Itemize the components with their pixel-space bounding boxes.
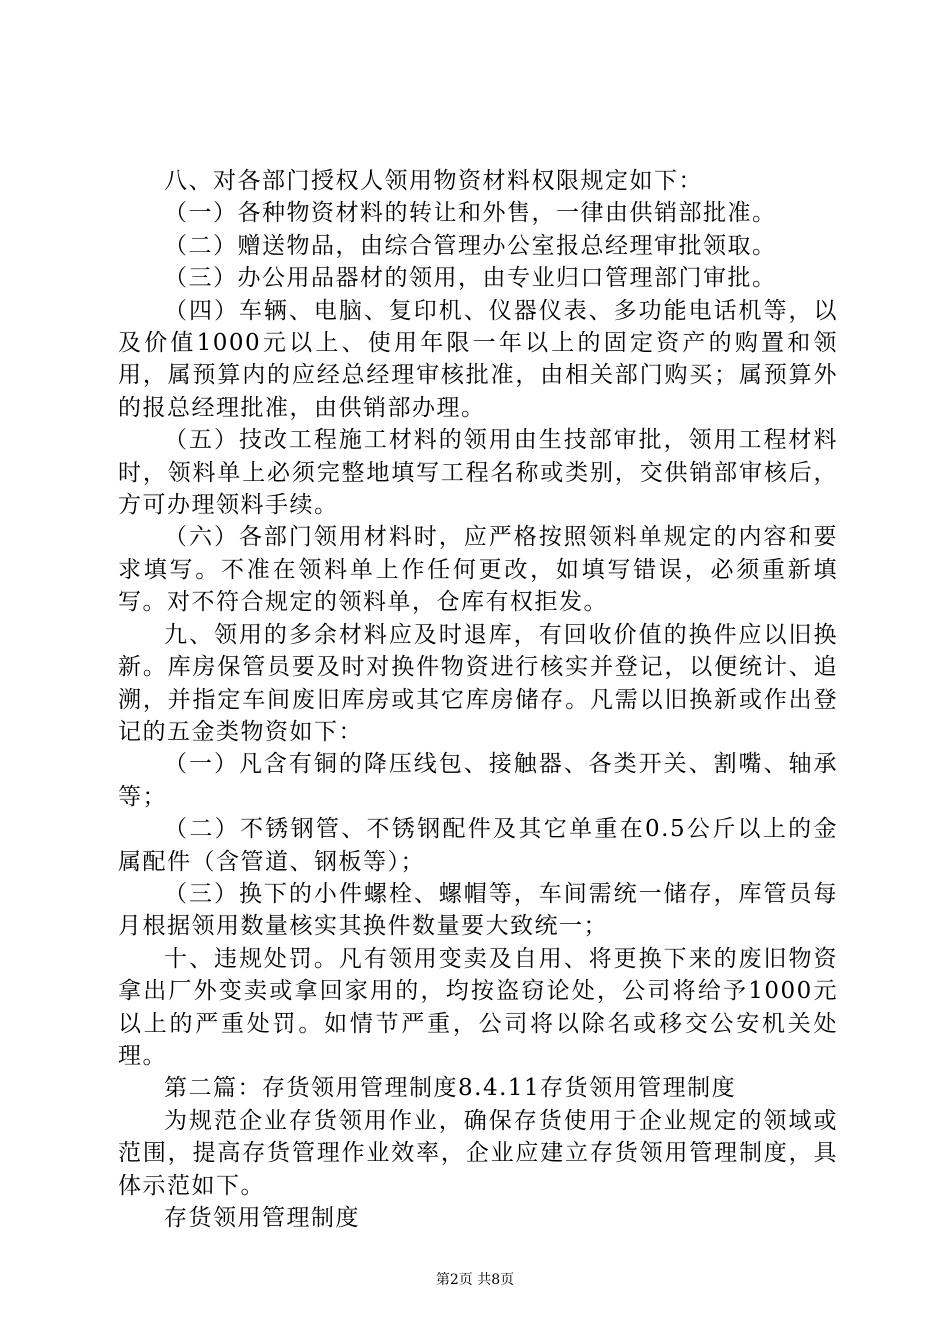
paragraph-section-10: 十、违规处罚。凡有领用变卖及自用、将更换下来的废旧物资拿出厂外变卖或拿回家用的，均按盗窃论处，公司将给予1000元以上的严重处罚。如情节严重，公司将以除名或移交公安机关处理。 (118, 945, 838, 1069)
paragraph-9-1: （一）凡含有铜的降压线包、接触器、各类开关、割嘴、轴承等； (118, 751, 838, 810)
paragraph-8-2: （二）赠送物品，由综合管理办公室报总经理审批领取。 (164, 232, 777, 259)
paragraph-section-9: 九、领用的多余材料应及时退库，有回收价值的换件应以旧换新。库房保管员要及时对换件物资进行核实并登记，以便统计、追溯，并指定车间废旧库房或其它库房储存。凡需以旧换新或作出登记的五金类物资如下： (118, 621, 838, 745)
paragraph-8-4: （四）车辆、电脑、复印机、仪器仪表、多功能电话机等，以及价值1000元以上、使用年限一年以上的固定资产的购置和领用，属预算内的应经总经理审核批准，由相关部门购买；属预算外的报总经理批准，由供销部办理。 (118, 297, 838, 421)
page-footer: 第2页 共8页 (435, 1272, 515, 1288)
paragraph-section-8: 八、对各部门授权人领用物资材料权限规定如下： (164, 168, 703, 194)
chapter-heading: 第二篇：存货领用管理制度8.4.11存货领用管理制度 (164, 1075, 737, 1102)
section-title: 存货领用管理制度 (164, 1205, 360, 1231)
paragraph-9-2: （二）不锈钢管、不锈钢配件及其它单重在0.5公斤以上的金属配件（含管道、钢板等）； (118, 816, 838, 875)
paragraph-8-3: （三）办公用品器材的领用，由专业归口管理部门审批。 (164, 265, 777, 292)
paragraph-intro: 为规范企业存货领用作业，确保存货使用于企业规定的领域或范围，提高存货管理作业效率，企业应建立存货领用管理制度，具体示范如下。 (118, 1107, 838, 1199)
document-body (118, 165, 838, 1234)
paragraph-8-1: （一）各种物资材料的转让和外售，一律由供销部批准。 (164, 200, 777, 227)
paragraph-8-5: （五）技改工程施工材料的领用由生技部审批，领用工程材料时，领料单上必须完整地填写工程名称或类别，交供销部审核后，方可办理领料手续。 (118, 427, 838, 519)
paragraph-9-3: （三）换下的小件螺栓、螺帽等，车间需统一储存，库管员每月根据领用数量核实其换件数量要大致统一； (118, 880, 838, 940)
paragraph-8-6: （六）各部门领用材料时，应严格按照领料单规定的内容和要求填写。不准在领料单上作任何更改，如填写错误，必须重新填写。对不符合规定的领料单，仓库有权拒发。 (118, 524, 838, 616)
